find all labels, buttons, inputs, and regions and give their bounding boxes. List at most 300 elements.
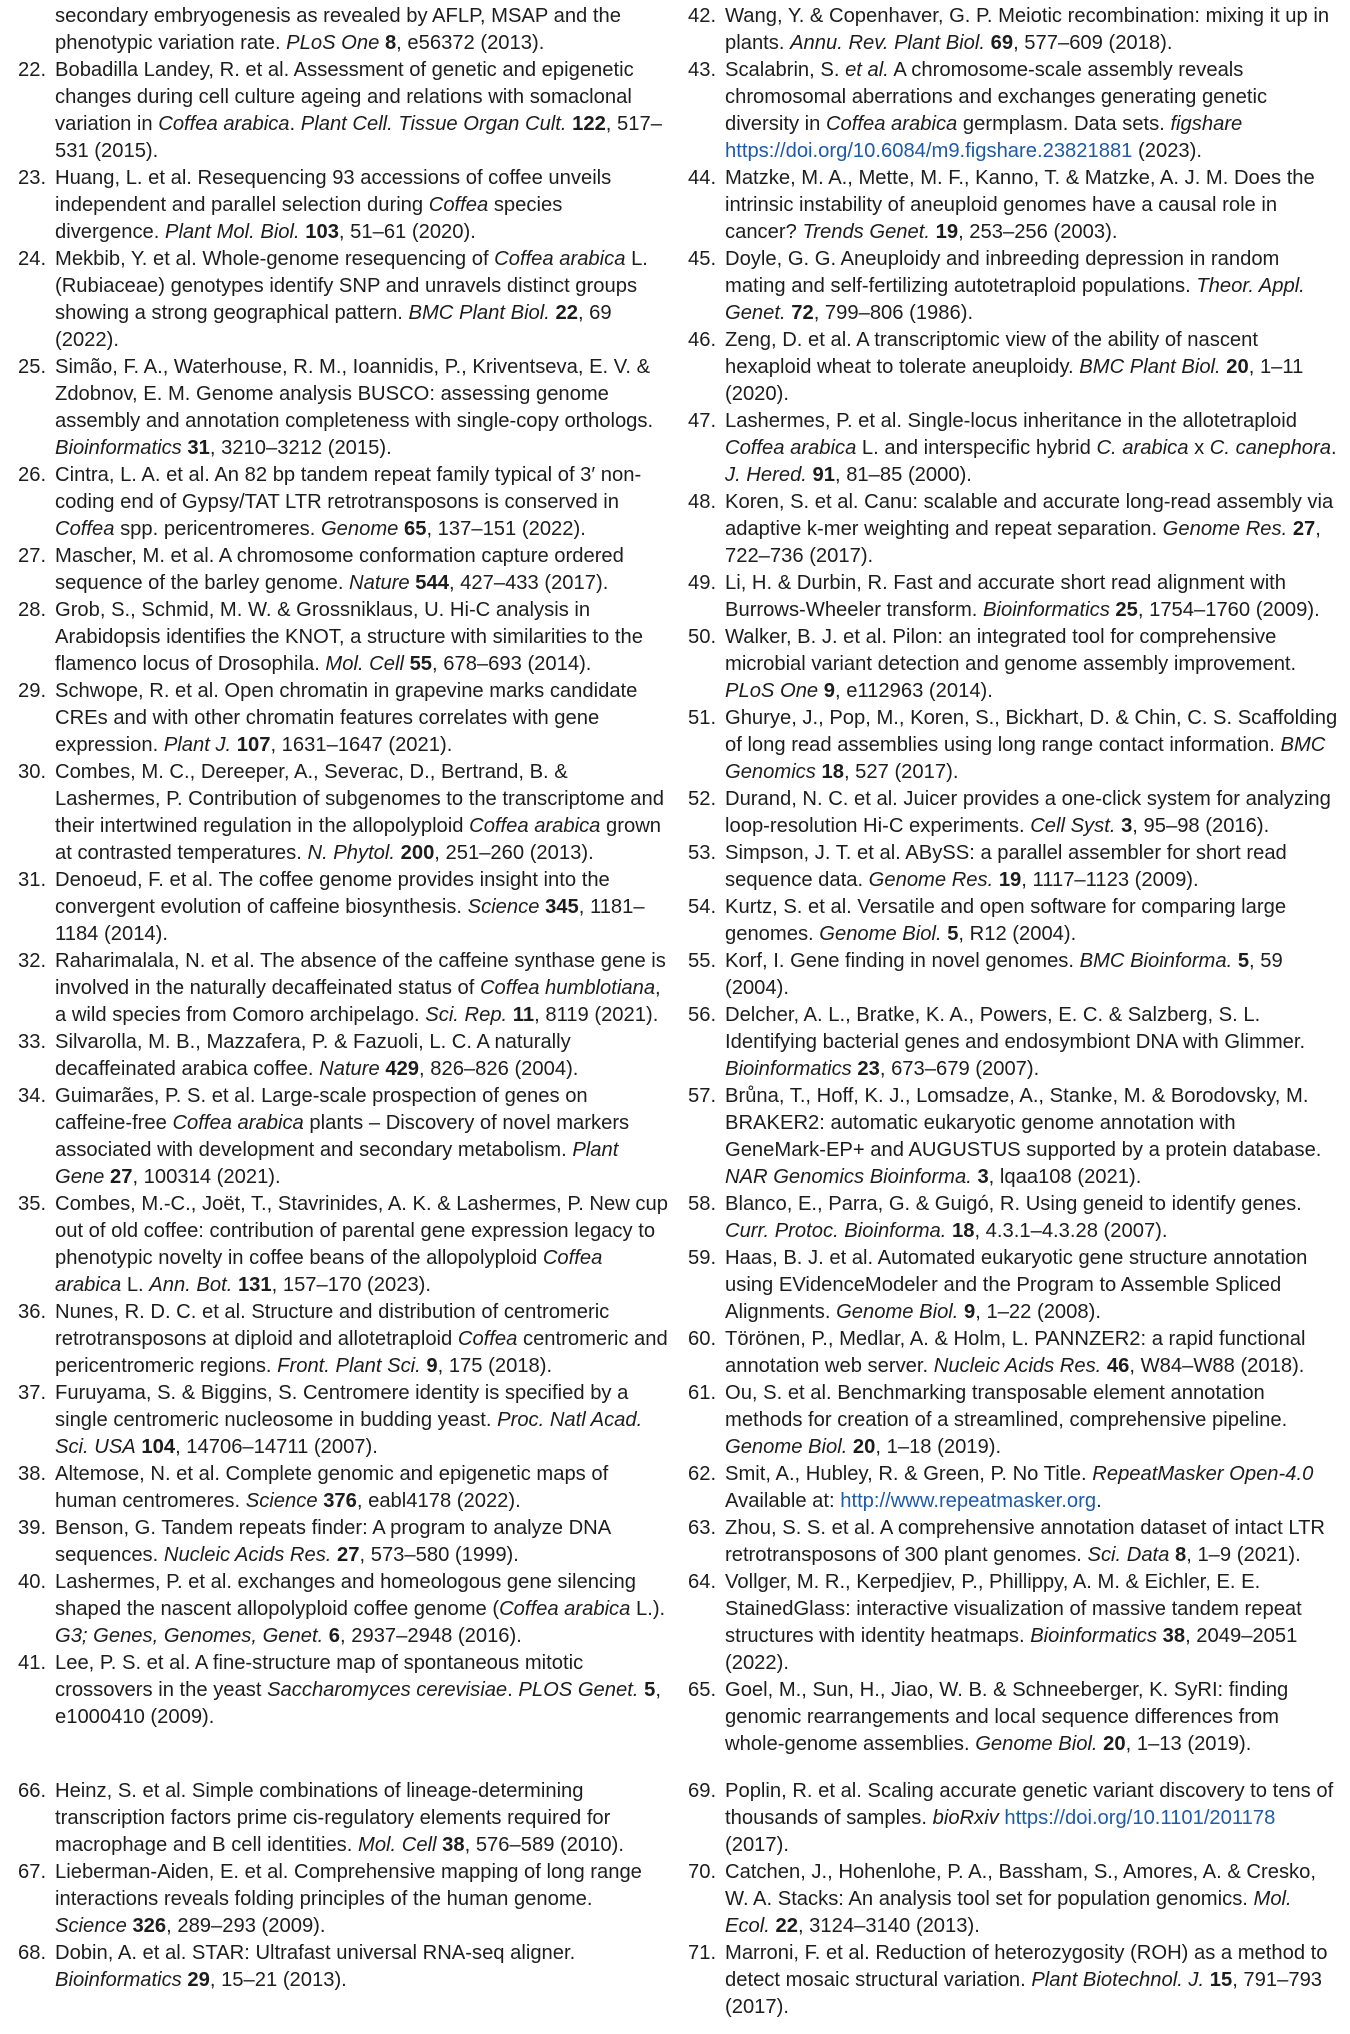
reference-text-segment: Mekbib, Y. et al. Whole-genome resequencing of bbox=[55, 248, 495, 270]
journal-name: Sci. Data bbox=[1087, 1544, 1170, 1566]
reference-column-right-top bbox=[688, 3, 1340, 1758]
reference-text-segment: L. (Rubiaceae) genotypes identify SNP and unravels distinct groups showing a strong geographical pattern. bbox=[55, 248, 648, 324]
journal-name: Genome Biol. bbox=[836, 1301, 959, 1323]
reference-number: 23. bbox=[18, 167, 47, 189]
reference-text-segment: Ou, S. et al. Benchmarking transposable element annotation methods for creation of a streamlined, comprehensive pipeline. bbox=[725, 1382, 1288, 1431]
reference-entry bbox=[688, 1326, 1340, 1380]
journal-name: Science bbox=[467, 896, 540, 918]
reference-text-segment: Dobin, A. et al. STAR: Ultrafast universal RNA-seq aligner. bbox=[55, 1942, 576, 1964]
reference-text bbox=[725, 1859, 1340, 1940]
volume-number: 8 bbox=[1175, 1544, 1187, 1566]
reference-number: 63. bbox=[688, 1517, 717, 1539]
reference-text bbox=[55, 1461, 668, 1515]
volume-number: 19 bbox=[998, 869, 1022, 891]
volume-number: 5 bbox=[1237, 950, 1250, 972]
reference-text-segment: , 1–11 (2020). bbox=[725, 356, 1304, 405]
reference-number: 48. bbox=[688, 491, 717, 513]
volume-number: 72 bbox=[791, 302, 814, 324]
reference-text-segment: , 573–580 (1999). bbox=[359, 1544, 519, 1566]
journal-name: C. canephora bbox=[1209, 437, 1331, 459]
reference-number: 59. bbox=[688, 1247, 717, 1269]
volume-number: 55 bbox=[409, 653, 433, 675]
reference-entry bbox=[18, 1029, 668, 1083]
reference-entry bbox=[688, 3, 1340, 57]
journal-name: N. Phytol. bbox=[307, 842, 395, 864]
reference-entry bbox=[688, 1778, 1340, 1859]
reference-number: 67. bbox=[18, 1861, 47, 1883]
reference-text-segment: Matzke, M. A., Mette, M. F., Kanno, T. & Matzke, A. J. M. Does the intrinsic instability of aneuploid genomes have a causal role in cancer? bbox=[725, 167, 1315, 243]
journal-name: Bioinformatics bbox=[1030, 1625, 1157, 1647]
journal-name: Coffea arabica bbox=[158, 113, 290, 135]
journal-name: Nucleic Acids Res. bbox=[933, 1355, 1102, 1377]
reference-text-segment: Mascher, M. et al. A chromosome conformation capture ordered sequence of the barley genome. bbox=[55, 545, 624, 594]
volume-number: 22 bbox=[555, 302, 578, 324]
reference-entry bbox=[688, 840, 1340, 894]
volume-number: 15 bbox=[1209, 1969, 1233, 1991]
journal-name: J. Hered. bbox=[725, 464, 807, 486]
reference-entry bbox=[688, 1515, 1340, 1569]
journal-name: Coffea arabica bbox=[469, 815, 601, 837]
reference-text-segment: Silvarolla, M. B., Mazzafera, P. & Fazuoli, L. C. A naturally decaffeinated arabica coffee. bbox=[55, 1031, 571, 1080]
reference-text-segment: Simpson, J. T. et al. ABySS: a parallel assembler for short read sequence data. bbox=[725, 842, 1287, 891]
reference-text bbox=[725, 840, 1340, 894]
reference-text-segment: L. bbox=[121, 1274, 150, 1296]
reference-text-segment: , eabl4178 (2022). bbox=[356, 1490, 521, 1512]
reference-text-segment: Kurtz, S. et al. Versatile and open software for comparing large genomes. bbox=[725, 896, 1287, 945]
reference-number: 54. bbox=[688, 896, 717, 918]
reference-number: 30. bbox=[18, 761, 47, 783]
reference-entry bbox=[18, 165, 668, 246]
volume-number: 18 bbox=[821, 761, 844, 783]
reference-text-segment: Zhou, S. S. et al. A comprehensive annotation dataset of intact LTR retrotransposons of 300 plant genomes. bbox=[725, 1517, 1325, 1566]
reference-entry bbox=[688, 894, 1340, 948]
journal-name: Bioinformatics bbox=[725, 1058, 852, 1080]
reference-text bbox=[725, 165, 1340, 246]
reference-text bbox=[55, 1380, 668, 1461]
reference-text bbox=[55, 1191, 668, 1299]
journal-name: Cell Syst. bbox=[1030, 815, 1116, 837]
reference-text bbox=[55, 1083, 668, 1191]
reference-entry bbox=[18, 1940, 668, 1994]
reference-text bbox=[55, 1859, 668, 1940]
journal-name: Coffea arabica bbox=[55, 1247, 603, 1296]
volume-number: 107 bbox=[236, 734, 271, 756]
reference-entry bbox=[18, 1299, 668, 1380]
reference-text bbox=[725, 1245, 1340, 1326]
reference-text-segment: , 251–260 (2013). bbox=[434, 842, 594, 864]
journal-name: BMC Genomics bbox=[725, 734, 1326, 783]
reference-text-segment: centromeric and pericentromeric regions. bbox=[55, 1328, 668, 1377]
reference-text bbox=[725, 705, 1340, 786]
reference-text-segment: Altemose, N. et al. Complete genomic and epigenetic maps of human centromeres. bbox=[55, 1463, 609, 1512]
reference-text-segment: , lqaa108 (2021). bbox=[988, 1166, 1142, 1188]
reference-number: 24. bbox=[18, 248, 47, 270]
reference-text-segment: Raharimalala, N. et al. The absence of the caffeine synthase gene is involved in the naturally decaffeinated status of bbox=[55, 950, 666, 999]
reference-text-segment: , 95–98 (2016). bbox=[1132, 815, 1270, 837]
reference-text bbox=[55, 597, 668, 678]
reference-text-segment: Brůna, T., Hoff, K. J., Lomsadze, A., Stanke, M. & Borodovsky, M. BRAKER2: automatic eukaryotic genome annotation with GeneMark-EP+ and AUGUSTUS supported by a protein database. bbox=[725, 1085, 1322, 1161]
reference-text bbox=[55, 165, 668, 246]
reference-text-segment: x bbox=[1188, 437, 1210, 459]
reference-text-segment: . bbox=[289, 113, 301, 135]
reference-text-segment: , 576–589 (2010). bbox=[464, 1834, 624, 1856]
reference-entry bbox=[18, 1859, 668, 1940]
reference-text bbox=[55, 354, 668, 462]
reference-column-left-top bbox=[18, 3, 668, 1731]
journal-name: Plant Cell. Tissue Organ Cult. bbox=[300, 113, 567, 135]
reference-text-segment: , 2937–2948 (2016). bbox=[340, 1625, 522, 1647]
journal-name: Plant Biotechnol. J. bbox=[1031, 1969, 1205, 1991]
reference-entry bbox=[688, 57, 1340, 165]
reference-text-segment: , e1000410 (2009). bbox=[55, 1679, 661, 1728]
journal-name: Bioinformatics bbox=[55, 1969, 182, 1991]
reference-entry bbox=[688, 489, 1340, 570]
reference-entry bbox=[18, 57, 668, 165]
reference-text bbox=[725, 1002, 1340, 1083]
reference-number: 52. bbox=[688, 788, 717, 810]
reference-entry bbox=[18, 1515, 668, 1569]
reference-text-segment: Combes, M. C., Dereeper, A., Severac, D., Bertrand, B. & Lashermes, P. Contribution of subgenomes to the transcriptome and their intertwined regulation in the allopolyploid bbox=[55, 761, 664, 837]
reference-text bbox=[55, 1029, 668, 1083]
reference-text bbox=[725, 570, 1340, 624]
reference-text-segment: , 69 (2022). bbox=[55, 302, 612, 351]
reference-entry bbox=[688, 1002, 1340, 1083]
reference-text-segment: , 100314 (2021). bbox=[132, 1166, 281, 1188]
reference-text-segment: (2017). bbox=[725, 1834, 789, 1856]
reference-text-segment: Smit, A., Hubley, R. & Green, P. No Title. bbox=[725, 1463, 1093, 1485]
volume-number: 46 bbox=[1106, 1355, 1130, 1377]
reference-entry bbox=[18, 948, 668, 1029]
reference-number: 42. bbox=[688, 5, 717, 27]
reference-number: 36. bbox=[18, 1301, 47, 1323]
reference-entry bbox=[18, 1191, 668, 1299]
reference-text-segment: , W84–W88 (2018). bbox=[1129, 1355, 1305, 1377]
reference-entry bbox=[688, 570, 1340, 624]
reference-number: 61. bbox=[688, 1382, 717, 1404]
journal-name: Coffea arabica bbox=[499, 1598, 631, 1620]
journal-name: Bioinformatics bbox=[55, 437, 182, 459]
reference-text-segment: . bbox=[1331, 437, 1337, 459]
reference-text-segment: , 3124–3140 (2013). bbox=[797, 1915, 980, 1937]
reference-entry bbox=[688, 624, 1340, 705]
reference-text bbox=[55, 1650, 668, 1731]
journal-name: BMC Plant Biol. bbox=[1079, 356, 1221, 378]
reference-number: 58. bbox=[688, 1193, 717, 1215]
reference-text-segment: (2023). bbox=[1132, 140, 1202, 162]
reference-number: 43. bbox=[688, 59, 717, 81]
reference-text-segment: Heinz, S. et al. Simple combinations of lineage-determining transcription factors prime cis-regulatory elements required for macrophage and B cell identities. bbox=[55, 1780, 611, 1856]
reference-text-segment: Koren, S. et al. Canu: scalable and accurate long-read assembly via adaptive k-mer weighting and repeat separation. bbox=[725, 491, 1334, 540]
volume-number: 376 bbox=[323, 1490, 357, 1512]
reference-number: 68. bbox=[18, 1942, 47, 1964]
volume-number: 9 bbox=[964, 1301, 976, 1323]
journal-name: Sci. Rep. bbox=[425, 1004, 508, 1026]
reference-number: 38. bbox=[18, 1463, 47, 1485]
reference-text-segment: , 722–736 (2017). bbox=[725, 518, 1321, 567]
reference-text-segment: spp. pericentromeres. bbox=[114, 518, 321, 540]
reference-text-segment: , 1754–1760 (2009). bbox=[1137, 599, 1320, 621]
journal-name: Mol. Cell bbox=[325, 653, 404, 675]
reference-text-segment: , 14706–14711 (2007). bbox=[175, 1436, 378, 1458]
reference-text bbox=[725, 3, 1340, 57]
journal-name: Genome Biol. bbox=[975, 1733, 1098, 1755]
volume-number: 38 bbox=[442, 1834, 465, 1856]
reference-text-segment: secondary embryogenesis as revealed by AFLP, MSAP and the phenotypic variation rate. bbox=[55, 5, 621, 54]
volume-number: 544 bbox=[415, 572, 449, 594]
volume-number: 6 bbox=[328, 1625, 341, 1647]
reference-text bbox=[725, 624, 1340, 705]
reference-text-segment: , 157–170 (2023). bbox=[271, 1274, 432, 1296]
reference-text-segment: , 791–793 (2017). bbox=[725, 1969, 1323, 2018]
journal-name: Trends Genet. bbox=[802, 221, 930, 243]
journal-name: Plant J. bbox=[163, 734, 232, 756]
reference-number: 35. bbox=[18, 1193, 47, 1215]
volume-number: 131 bbox=[237, 1274, 272, 1296]
reference-text-segment: , 2049–2051 (2022). bbox=[725, 1625, 1298, 1674]
reference-text-segment: Bobadilla Landey, R. et al. Assessment of genetic and epigenetic changes during cell culture ageing and relations with somaclonal variation in bbox=[55, 59, 634, 135]
reference-text-segment: Durand, N. C. et al. Juicer provides a one-click system for analyzing loop-resolution Hi-C experiments. bbox=[725, 788, 1331, 837]
reference-number: 53. bbox=[688, 842, 717, 864]
reference-number: 44. bbox=[688, 167, 717, 189]
reference-text-segment: Ghurye, J., Pop, M., Koren, S., Bickhart, D. & Chin, C. S. Scaffolding of long read assemblies using long range contact information. bbox=[725, 707, 1338, 756]
journal-name: Coffea arabica bbox=[494, 248, 626, 270]
volume-number: 20 bbox=[1226, 356, 1249, 378]
volume-number: 3 bbox=[1121, 815, 1133, 837]
reference-text-segment: Furuyama, S. & Biggins, S. Centromere identity is specified by a single centromeric nucleosome in budding yeast. bbox=[55, 1382, 629, 1431]
doi-link[interactable]: https://doi.org/10.6084/m9.figshare.23821881 bbox=[725, 140, 1133, 162]
reference-entry bbox=[18, 1778, 668, 1859]
reference-entry bbox=[688, 948, 1340, 1002]
reference-text-segment: Benson, G. Tandem repeats finder: A program to analyze DNA sequences. bbox=[55, 1517, 611, 1566]
reference-number: 56. bbox=[688, 1004, 717, 1026]
reference-text-segment: Walker, B. J. et al. Pilon: an integrated tool for comprehensive microbial variant detection and genome assembly improvement. bbox=[725, 626, 1297, 675]
volume-number: 104 bbox=[141, 1436, 176, 1458]
reference-number: 29. bbox=[18, 680, 47, 702]
reference-text bbox=[725, 1569, 1340, 1677]
volume-number: 9 bbox=[823, 680, 835, 702]
journal-name: Plant Mol. Biol. bbox=[164, 221, 300, 243]
volume-number: 326 bbox=[132, 1915, 167, 1937]
reference-text-segment: , R12 (2004). bbox=[958, 923, 1077, 945]
volume-number: 8 bbox=[384, 32, 397, 54]
reference-text-segment: Delcher, A. L., Bratke, K. A., Powers, E. C. & Salzberg, S. L. Identifying bacterial genes and endosymbiont DNA with Glimmer. bbox=[725, 1004, 1306, 1053]
reference-entry bbox=[688, 1380, 1340, 1461]
reference-number: 31. bbox=[18, 869, 47, 891]
reference-number: 66. bbox=[18, 1780, 47, 1802]
reference-text-segment: , 577–609 (2018). bbox=[1013, 32, 1173, 54]
volume-number: 18 bbox=[952, 1220, 975, 1242]
reference-text bbox=[55, 1569, 668, 1650]
reference-text-segment: , 826–826 (2004). bbox=[419, 1058, 579, 1080]
reference-text-segment: Doyle, G. G. Aneuploidy and inbreeding depression in random mating and self-fertilizing autotetraploid populations. bbox=[725, 248, 1280, 297]
journal-name: Coffea bbox=[428, 194, 489, 216]
journal-name: et al. bbox=[845, 59, 889, 81]
volume-number: 9 bbox=[426, 1355, 438, 1377]
reference-number: 37. bbox=[18, 1382, 47, 1404]
journal-name: Annu. Rev. Plant Biol. bbox=[790, 32, 985, 54]
reference-text bbox=[55, 543, 668, 597]
reference-text-segment: , 673–679 (2007). bbox=[879, 1058, 1040, 1080]
reference-entry bbox=[18, 3, 668, 57]
journal-name: Front. Plant Sci. bbox=[277, 1355, 421, 1377]
reference-text-segment: Lashermes, P. et al. exchanges and homeologous gene silencing shaped the nascent allopolyploid coffee genome ( bbox=[55, 1571, 636, 1620]
journal-name: PLOS Genet. bbox=[518, 1679, 639, 1701]
journal-name: Coffea arabica bbox=[172, 1112, 304, 1134]
reference-text bbox=[55, 3, 668, 57]
volume-number: 3 bbox=[977, 1166, 989, 1188]
journal-name: Genome Biol. bbox=[725, 1436, 848, 1458]
journal-name: Ann. Bot. bbox=[149, 1274, 233, 1296]
volume-number: 345 bbox=[545, 896, 579, 918]
reference-text-segment: Poplin, R. et al. Scaling accurate genetic variant discovery to tens of thousands of samples. bbox=[725, 1780, 1334, 1829]
reference-text bbox=[725, 1677, 1340, 1758]
reference-text bbox=[55, 462, 668, 543]
reference-text-segment: , 1–22 (2008). bbox=[975, 1301, 1101, 1323]
journal-name: Bioinformatics bbox=[983, 599, 1110, 621]
reference-text-segment: , 59 (2004). bbox=[725, 950, 1283, 999]
reference-text-segment: , 678–693 (2014). bbox=[432, 653, 592, 675]
reference-text-segment: , 517–531 (2015). bbox=[55, 113, 662, 162]
reference-text bbox=[55, 678, 668, 759]
reference-text-segment: grown at contrasted temperatures. bbox=[55, 815, 662, 864]
reference-text-segment: L. and interspecific hybrid bbox=[856, 437, 1097, 459]
reference-entry bbox=[688, 327, 1340, 408]
reference-text-segment: , 1–13 (2019). bbox=[1125, 1733, 1252, 1755]
reference-entry bbox=[18, 462, 668, 543]
doi-link[interactable]: https://doi.org/10.1101/201178 bbox=[1004, 1807, 1276, 1829]
reference-entry bbox=[688, 246, 1340, 327]
reference-text bbox=[725, 1778, 1340, 1859]
reference-text-segment: Cintra, L. A. et al. An 82 bp tandem repeat family typical of 3′ non-coding end of Gypsy/TAT LTR retrotransposons is conserved in bbox=[55, 464, 642, 513]
journal-name: Plant Gene bbox=[55, 1139, 619, 1188]
reference-entry bbox=[688, 408, 1340, 489]
reference-text-segment: plants – Discovery of novel markers associated with development and secondary metabolism. bbox=[55, 1112, 630, 1161]
reference-number: 40. bbox=[18, 1571, 47, 1593]
reference-text bbox=[55, 1940, 668, 1994]
volume-number: 22 bbox=[775, 1915, 798, 1937]
reference-text-segment: Goel, M., Sun, H., Jiao, W. B. & Schneeberger, K. SyRI: finding genomic rearrangements and local sequence differences from whole-genome assemblies. bbox=[725, 1679, 1289, 1755]
reference-text bbox=[725, 1461, 1340, 1515]
volume-number: 69 bbox=[990, 32, 1014, 54]
reference-text-segment: Huang, L. et al. Resequencing 93 accessions of coffee unveils independent and parallel selection during bbox=[55, 167, 612, 216]
journal-name: Saccharomyces cerevisiae bbox=[267, 1679, 508, 1701]
reference-text bbox=[725, 327, 1340, 408]
reference-number: 60. bbox=[688, 1328, 717, 1350]
journal-name: Nucleic Acids Res. bbox=[163, 1544, 332, 1566]
journal-name: Genome bbox=[320, 518, 399, 540]
reference-text-segment: Simão, F. A., Waterhouse, R. M., Ioannidis, P., Kriventseva, E. V. & Zdobnov, E. M. Genome analysis BUSCO: assessing genome assembly and annotation completeness with single-copy orthologs. bbox=[55, 356, 654, 432]
reference-text bbox=[55, 948, 668, 1029]
reference-entry bbox=[688, 165, 1340, 246]
journal-name: Theor. Appl. Genet. bbox=[725, 275, 1305, 324]
reference-entry bbox=[18, 1380, 668, 1461]
volume-number: 27 bbox=[1292, 518, 1316, 540]
reference-number: 69. bbox=[688, 1780, 717, 1802]
volume-number: 200 bbox=[400, 842, 435, 864]
journal-name: Genome Res. bbox=[1162, 518, 1288, 540]
journal-name: C. arabica bbox=[1096, 437, 1189, 459]
reference-text-segment: , e56372 (2013). bbox=[396, 32, 545, 54]
reference-text-segment: Denoeud, F. et al. The coffee genome provides insight into the convergent evolution of caffeine biosynthesis. bbox=[55, 869, 610, 918]
reference-number: 39. bbox=[18, 1517, 47, 1539]
reference-text bbox=[55, 759, 668, 867]
volume-number: 103 bbox=[305, 221, 339, 243]
journal-name: Mol. Ecol. bbox=[725, 1888, 1292, 1937]
reference-text-segment: Wang, Y. & Copenhaver, G. P. Meiotic recombination: mixing it up in plants. bbox=[725, 5, 1330, 54]
reference-text-segment: Zeng, D. et al. A transcriptomic view of the ability of nascent hexaploid wheat to tolerate aneuploidy. bbox=[725, 329, 1258, 378]
reference-text-segment: , 15–21 (2013). bbox=[209, 1969, 347, 1991]
journal-name: Coffea bbox=[457, 1328, 518, 1350]
journal-name: Coffea arabica bbox=[825, 113, 958, 135]
reference-text-segment: , 253–256 (2003). bbox=[958, 221, 1118, 243]
reference-number: 55. bbox=[688, 950, 717, 972]
reference-entry bbox=[18, 1569, 668, 1650]
reference-text bbox=[725, 948, 1340, 1002]
journal-name: Curr. Protoc. Bioinforma. bbox=[725, 1220, 947, 1242]
volume-number: 122 bbox=[572, 113, 606, 135]
reference-text-segment: Schwope, R. et al. Open chromatin in grapevine marks candidate CREs and with other chromatin features correlates with gene expression. bbox=[55, 680, 638, 756]
reference-text-segment: Available at: bbox=[725, 1490, 841, 1512]
reference-text-segment: Korf, I. Gene finding in novel genomes. bbox=[725, 950, 1080, 972]
reference-number: 65. bbox=[688, 1679, 717, 1701]
volume-number: 31 bbox=[187, 437, 210, 459]
reference-number: 51. bbox=[688, 707, 717, 729]
journal-name: BMC Plant Biol. bbox=[408, 302, 550, 324]
reference-number: 41. bbox=[18, 1652, 47, 1674]
reference-text-segment: Lashermes, P. et al. Single-locus inheritance in the allotetraploid bbox=[725, 410, 1297, 432]
reference-entry bbox=[18, 1461, 668, 1515]
reference-column-left-bottom bbox=[18, 1778, 668, 1994]
volume-number: 29 bbox=[187, 1969, 210, 1991]
reference-text-segment: , 4.3.1–4.3.28 (2007). bbox=[974, 1220, 1168, 1242]
reference-text-segment: , a wild species from Comoro archipelago. bbox=[55, 977, 661, 1026]
journal-name: bioRxiv bbox=[932, 1807, 999, 1829]
doi-link[interactable]: http://www.repeatmasker.org bbox=[840, 1490, 1097, 1512]
reference-entry bbox=[18, 543, 668, 597]
volume-number: 27 bbox=[110, 1166, 133, 1188]
reference-number: 64. bbox=[688, 1571, 717, 1593]
reference-entry bbox=[688, 1191, 1340, 1245]
reference-text bbox=[55, 1299, 668, 1380]
reference-text bbox=[725, 1940, 1340, 2021]
reference-text-segment: , 3210–3212 (2015). bbox=[209, 437, 392, 459]
journal-name: PLoS One bbox=[286, 32, 380, 54]
reference-entry bbox=[688, 786, 1340, 840]
reference-entry bbox=[688, 1677, 1340, 1758]
reference-text-segment: Catchen, J., Hohenlohe, P. A., Bassham, S., Amores, A. & Cresko, W. A. Stacks: An analysis tool set for population genomics. bbox=[725, 1861, 1316, 1910]
reference-text bbox=[725, 1515, 1340, 1569]
reference-entry bbox=[688, 1859, 1340, 1940]
volume-number: 91 bbox=[812, 464, 835, 486]
reference-text-segment: Blanco, E., Parra, G. & Guigó, R. Using geneid to identify genes. bbox=[725, 1193, 1302, 1215]
reference-text-segment: , 51–61 (2020). bbox=[338, 221, 476, 243]
reference-text-segment: Grob, S., Schmid, M. W. & Grossniklaus, U. Hi-C analysis in Arabidopsis identifies the KNOT, a structure with similarities to the flamenco locus of Drosophila. bbox=[55, 599, 643, 675]
reference-text bbox=[55, 867, 668, 948]
reference-text bbox=[725, 246, 1340, 327]
reference-text-segment: Scalabrin, S. bbox=[725, 59, 846, 81]
journal-name: NAR Genomics Bioinforma. bbox=[725, 1166, 972, 1188]
reference-entry bbox=[18, 354, 668, 462]
reference-number: 22. bbox=[18, 59, 47, 81]
reference-text bbox=[725, 57, 1340, 165]
reference-text-segment: Lee, P. S. et al. A fine-structure map of spontaneous mitotic crossovers in the yeast bbox=[55, 1652, 584, 1701]
reference-entry bbox=[18, 597, 668, 678]
volume-number: 27 bbox=[337, 1544, 360, 1566]
journal-name: G3; Genes, Genomes, Genet. bbox=[55, 1625, 324, 1647]
reference-number: 49. bbox=[688, 572, 717, 594]
reference-text-segment: Guimarães, P. S. et al. Large-scale prospection of genes on caffeine-free bbox=[55, 1085, 588, 1134]
reference-number: 50. bbox=[688, 626, 717, 648]
